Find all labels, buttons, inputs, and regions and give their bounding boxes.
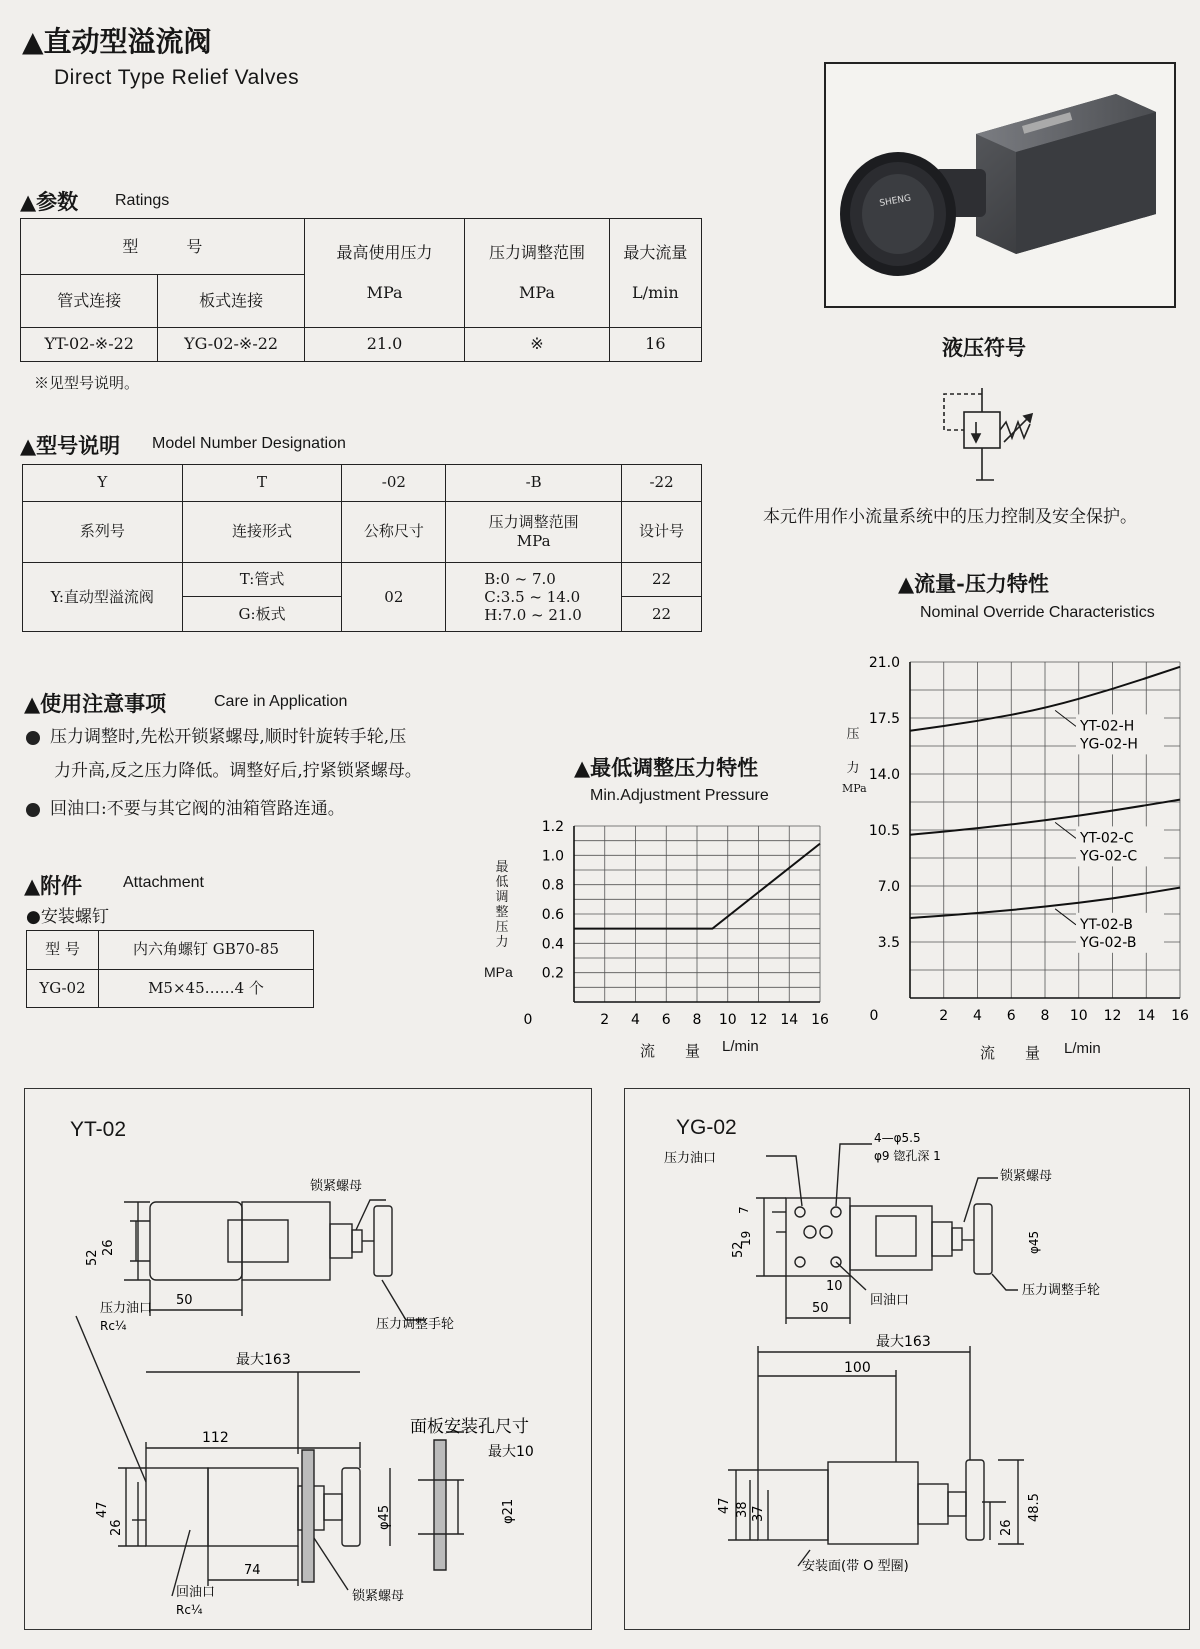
model-conn-g: G:板式 bbox=[182, 597, 342, 632]
ratings-heading: ▲参数 bbox=[20, 189, 79, 214]
min-chart-heading-en: Min.Adjustment Pressure bbox=[590, 787, 769, 804]
yg-dim-47: 47 bbox=[717, 1497, 732, 1514]
yg-label-handwheel: 压力调整手轮 bbox=[1022, 1283, 1101, 1298]
series-label-2-b: YG-02-C bbox=[1080, 848, 1138, 865]
yt-dim-max10: 最大10 bbox=[488, 1444, 534, 1460]
y-tick-label: 10.5 bbox=[868, 823, 900, 839]
y-tick-label: 0.8 bbox=[541, 877, 564, 894]
care-item-2: 回油口:不要与其它阀的油箱管路连通。 bbox=[26, 792, 422, 826]
yg-drawing bbox=[626, 1090, 1188, 1628]
yt-label-port-t: 回油口 bbox=[176, 1585, 216, 1600]
attachment-model: YG-02 bbox=[27, 969, 99, 1008]
yg-dim-38: 38 bbox=[735, 1501, 750, 1518]
model-conn-t: T:管式 bbox=[182, 562, 342, 597]
yg-label-holes2: φ9 锪孔深 1 bbox=[874, 1149, 941, 1163]
series-label-3-a: YT-02-B bbox=[1080, 916, 1133, 933]
care-heading-en: Care in Application bbox=[214, 693, 348, 710]
ratings-col-model: 型 号 bbox=[21, 219, 305, 275]
yt-dim-26: 26 bbox=[101, 1239, 116, 1256]
yt-dim-47: 47 bbox=[95, 1501, 110, 1518]
yg-label-holes1: 4—φ5.5 bbox=[874, 1131, 921, 1145]
y-tick-label: 21.0 bbox=[868, 655, 900, 671]
ratings-col-range: 压力调整范围 MPa bbox=[465, 219, 609, 328]
ratings-cell-flow: 16 bbox=[609, 327, 701, 361]
yg-drawing-title: YG-02 bbox=[676, 1116, 737, 1139]
x-tick-label: 14 bbox=[780, 1012, 799, 1028]
yg-label-port-p: 压力油口 bbox=[664, 1151, 717, 1166]
yg-dim-phi45: φ45 bbox=[1027, 1230, 1041, 1254]
care-heading: ▲使用注意事项 bbox=[24, 691, 167, 716]
care-item-1-cont: 力升高,反之压力降低。调整好后,拧紧锁紧螺母。 bbox=[54, 761, 422, 781]
care-item-1: 压力调整时,先松开锁紧螺母,顺时针旋转手轮,压 bbox=[26, 720, 422, 754]
model-series-value: Y:直动型溢流阀 bbox=[23, 562, 183, 631]
x-tick-label: 6 bbox=[661, 1012, 671, 1028]
yg-dim-19: 19 bbox=[739, 1230, 753, 1246]
y-tick-label: 17.5 bbox=[868, 711, 900, 727]
x-tick-label: 8 bbox=[1040, 1008, 1050, 1024]
x-tick-label: 12 bbox=[749, 1012, 768, 1028]
attachment-heading: ▲附件 bbox=[24, 873, 83, 898]
yt-label-port-p: 压力油口 bbox=[100, 1301, 153, 1316]
yg-dim-100: 100 bbox=[844, 1360, 871, 1376]
y-tick-label: 0.2 bbox=[541, 965, 564, 982]
model-design-2: 22 bbox=[622, 597, 702, 632]
min-chart-ylabel: 最低调整压力 bbox=[495, 860, 509, 950]
ratings-table bbox=[20, 218, 702, 362]
override-chart-ylabel-unit: MPa bbox=[842, 782, 867, 795]
yg-label-mount: 安装面(带 O 型圈) bbox=[802, 1559, 909, 1574]
override-chart bbox=[866, 640, 1196, 1044]
yt-dim-50: 50 bbox=[176, 1293, 193, 1308]
y-tick-label: 7.0 bbox=[877, 879, 900, 895]
origin-label: 0 bbox=[523, 1012, 533, 1028]
hydraulic-symbol-icon bbox=[936, 384, 1040, 484]
yt-dim-112: 112 bbox=[202, 1430, 229, 1446]
model-label-series: 系列号 bbox=[23, 501, 183, 562]
yt-label-handwheel: 压力调整手轮 bbox=[376, 1317, 455, 1332]
yg-dim-52: 52 bbox=[731, 1241, 746, 1258]
y-tick-label: 0.4 bbox=[541, 936, 564, 953]
yg-label-port-t: 回油口 bbox=[870, 1293, 910, 1308]
ratings-cell-plate: YG-02-※-22 bbox=[158, 327, 304, 361]
ratings-col-max-pressure: 最高使用压力 MPa bbox=[304, 219, 464, 328]
x-tick-label: 14 bbox=[1137, 1008, 1156, 1024]
x-tick-label: 8 bbox=[692, 1012, 702, 1028]
override-chart-heading: ▲流量-压力特性 bbox=[898, 571, 1049, 596]
yt-dim-74: 74 bbox=[244, 1563, 261, 1578]
model-design-1: 22 bbox=[622, 562, 702, 597]
model-table bbox=[22, 464, 702, 632]
yt-label-port-t-thread: Rc¼ bbox=[176, 1603, 203, 1617]
model-label-design: 设计号 bbox=[622, 501, 702, 562]
override-chart-heading-en: Nominal Override Characteristics bbox=[920, 604, 1155, 621]
model-code-series: Y bbox=[23, 465, 183, 502]
care-list bbox=[26, 720, 422, 826]
yg-dim-26: 26 bbox=[999, 1519, 1014, 1536]
yt-label-lock-nut2: 锁紧螺母 bbox=[352, 1589, 405, 1604]
series-label-3-b: YG-02-B bbox=[1080, 934, 1137, 951]
model-label-size: 公称尺寸 bbox=[342, 501, 446, 562]
override-chart-xlabel-unit: L/min bbox=[1064, 1040, 1101, 1057]
yt-dim-phi21: φ21 bbox=[501, 1498, 516, 1524]
yg-dim-7: 7 bbox=[737, 1206, 751, 1214]
x-tick-label: 6 bbox=[1006, 1008, 1016, 1024]
ratings-col-flow: 最大流量 L/min bbox=[609, 219, 701, 328]
attachment-value: M5×45……4 个 bbox=[99, 969, 314, 1008]
product-photo bbox=[824, 62, 1176, 308]
override-chart-ylabel: 压力 bbox=[846, 727, 860, 776]
model-range-values: B:0 ~ 7.0 C:3.5 ~ 14.0 H:7.0 ~ 21.0 bbox=[446, 562, 622, 631]
ratings-heading-en: Ratings bbox=[115, 192, 170, 209]
x-tick-label: 10 bbox=[718, 1012, 737, 1028]
attachment-sub: ●安装螺钉 bbox=[26, 907, 109, 927]
min-pressure-chart bbox=[520, 816, 840, 1044]
x-tick-label: 4 bbox=[973, 1008, 982, 1024]
series-label-2-a: YT-02-C bbox=[1080, 830, 1134, 847]
yt-label-lock-nut: 锁紧螺母 bbox=[310, 1179, 363, 1194]
origin-label: 0 bbox=[869, 1008, 879, 1024]
x-tick-label: 10 bbox=[1069, 1008, 1088, 1024]
ratings-cell-max-pressure: 21.0 bbox=[304, 327, 464, 361]
page-title-en: Direct Type Relief Valves bbox=[54, 66, 300, 89]
x-tick-label: 4 bbox=[631, 1012, 640, 1028]
y-tick-label: 3.5 bbox=[877, 935, 900, 951]
ratings-col-pipe: 管式连接 bbox=[21, 275, 158, 327]
x-tick-label: 2 bbox=[600, 1012, 610, 1028]
min-chart-xlabel: 流 量 bbox=[640, 1042, 701, 1060]
y-tick-label: 14.0 bbox=[868, 767, 900, 783]
yt-dim-52: 52 bbox=[85, 1249, 100, 1266]
override-chart-xlabel: 流 量 bbox=[980, 1044, 1041, 1062]
yt-drawing-title: YT-02 bbox=[70, 1118, 127, 1141]
attachment-table bbox=[26, 930, 314, 1008]
y-tick-label: 0.6 bbox=[541, 907, 564, 923]
yt-label-port-p-thread: Rc¼ bbox=[100, 1319, 127, 1333]
min-chart-heading: ▲最低调整压力特性 bbox=[574, 755, 759, 780]
x-tick-label: 16 bbox=[1171, 1008, 1189, 1024]
x-tick-label: 2 bbox=[939, 1008, 949, 1024]
yg-label-lock-nut: 锁紧螺母 bbox=[1000, 1169, 1053, 1184]
min-chart-xlabel-unit: L/min bbox=[722, 1038, 759, 1055]
model-size-value: 02 bbox=[342, 562, 446, 631]
yg-dim-50: 50 bbox=[812, 1301, 829, 1316]
model-code-range: -B bbox=[446, 465, 622, 502]
symbol-description: 本元件用作小流量系统中的压力控制及安全保护。 bbox=[763, 507, 1137, 527]
model-code-conn: T bbox=[182, 465, 342, 502]
yt-dim-26b: 26 bbox=[109, 1519, 124, 1536]
series-label-leader-2 bbox=[1055, 822, 1076, 838]
model-heading: ▲型号说明 bbox=[20, 433, 121, 458]
ratings-cell-range: ※ bbox=[465, 327, 609, 361]
yg-dim-10: 10 bbox=[826, 1279, 843, 1294]
svg-text:SHENG: SHENG bbox=[878, 193, 912, 209]
model-code-design: -22 bbox=[622, 465, 702, 502]
series-label-leader-1 bbox=[1055, 710, 1076, 726]
x-tick-label: 12 bbox=[1103, 1008, 1122, 1024]
attachment-h-value: 内六角螺钉 GB70-85 bbox=[99, 931, 314, 970]
attachment-h-model: 型 号 bbox=[27, 931, 99, 970]
model-label-range: 压力调整范围 MPa bbox=[446, 501, 622, 562]
ratings-col-plate: 板式连接 bbox=[158, 275, 304, 327]
ratings-cell-pipe: YT-02-※-22 bbox=[21, 327, 158, 361]
y-tick-label: 1.2 bbox=[541, 819, 564, 835]
yg-dim-37: 37 bbox=[751, 1505, 766, 1522]
yt-dim-phi45: φ45 bbox=[377, 1504, 392, 1530]
yt-drawing bbox=[26, 1090, 590, 1628]
x-tick-label: 16 bbox=[811, 1012, 829, 1028]
ratings-footnote: ※见型号说明。 bbox=[34, 374, 140, 392]
yg-dim-max163: 最大163 bbox=[876, 1334, 931, 1350]
page-title: ▲直动型溢流阀 bbox=[22, 25, 212, 58]
model-heading-en: Model Number Designation bbox=[152, 435, 346, 452]
symbol-heading: 液压符号 bbox=[942, 335, 1026, 360]
y-tick-label: 1.0 bbox=[541, 848, 564, 865]
yt-dim-max163: 最大163 bbox=[236, 1352, 291, 1368]
yg-dim-485: 48.5 bbox=[1027, 1493, 1042, 1522]
model-label-conn: 连接形式 bbox=[182, 501, 342, 562]
attachment-heading-en: Attachment bbox=[123, 874, 204, 891]
series-label-1-b: YG-02-H bbox=[1080, 736, 1138, 753]
yt-panel-hole-title: 面板安装孔尺寸 bbox=[410, 1417, 529, 1437]
series-label-1-a: YT-02-H bbox=[1080, 718, 1135, 735]
min-chart-ylabel-unit: MPa bbox=[484, 964, 513, 980]
series-label-leader-3 bbox=[1055, 909, 1076, 925]
model-code-size: -02 bbox=[342, 465, 446, 502]
